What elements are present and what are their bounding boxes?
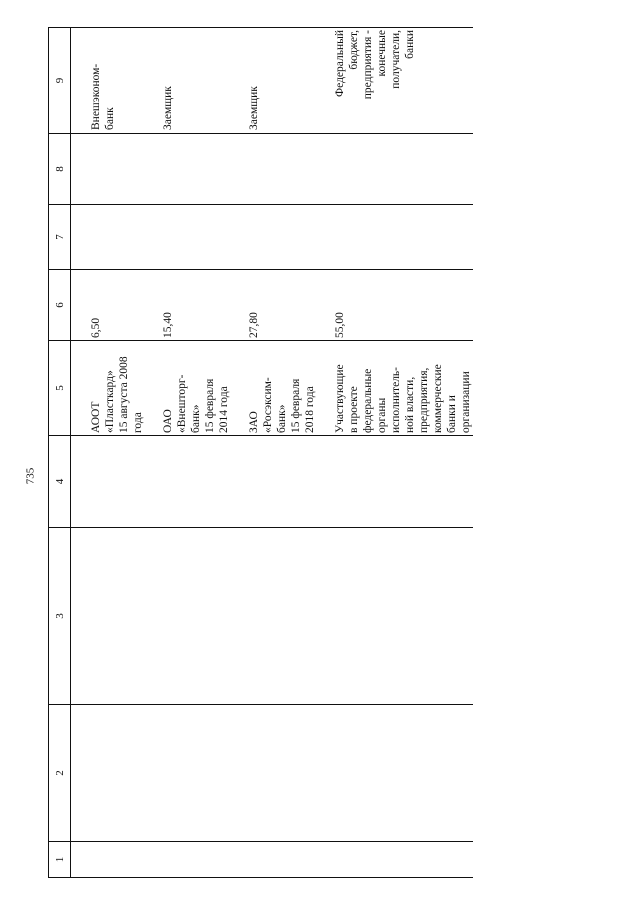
cell-executor: АООТ «Пласткард» 15 августа 2008 года [71,341,146,436]
cell-col8 [317,134,473,205]
col-header-2: 2 [49,705,71,842]
cell-col8 [71,134,146,205]
cell-col7 [317,205,473,270]
col-header-5: 5 [49,341,71,436]
rotated-table-sheet [48,28,568,878]
table-row [317,28,473,878]
col-header-1: 1 [49,842,71,878]
column-number-row [49,28,71,878]
col-header-6: 6 [49,270,71,341]
cell-amount: 55,00 [317,270,473,341]
cell-amount: 6,50 [71,270,146,341]
cell-col7 [231,205,317,270]
cell-executor: ЗАО «Росэксим- банк» 15 февраля 2018 года [231,341,317,436]
cell-executor: Участвующие в проекте федеральные органы исполнитель- ной власти, предприятия, коммерческие банки и организации [317,341,473,436]
cell-source: Заемщик [145,28,231,134]
cell-col8 [145,134,231,205]
col-header-9: 9 [49,28,71,134]
cell-col7 [71,205,146,270]
cell-executor: ОАО «Внешторг- банк» 15 февраля 2014 года [145,341,231,436]
cell-source: Федеральный бюджет, предприятия - конечные получатели, банки [317,28,473,134]
page-number: 735 [24,467,37,485]
cell-amount: 15,40 [145,270,231,341]
data-table [48,27,473,878]
cell-col7 [145,205,231,270]
cell-col8 [231,134,317,205]
col-header-4: 4 [49,436,71,528]
cell-source: Внешэконом- банк [71,28,146,134]
col-header-8: 8 [49,134,71,205]
col-header-3: 3 [49,528,71,705]
table-row [231,28,317,878]
table-row [71,28,146,878]
col-header-7: 7 [49,205,71,270]
cell-source: Заемщик [231,28,317,134]
table-row [145,28,231,878]
cell-amount: 27,80 [231,270,317,341]
